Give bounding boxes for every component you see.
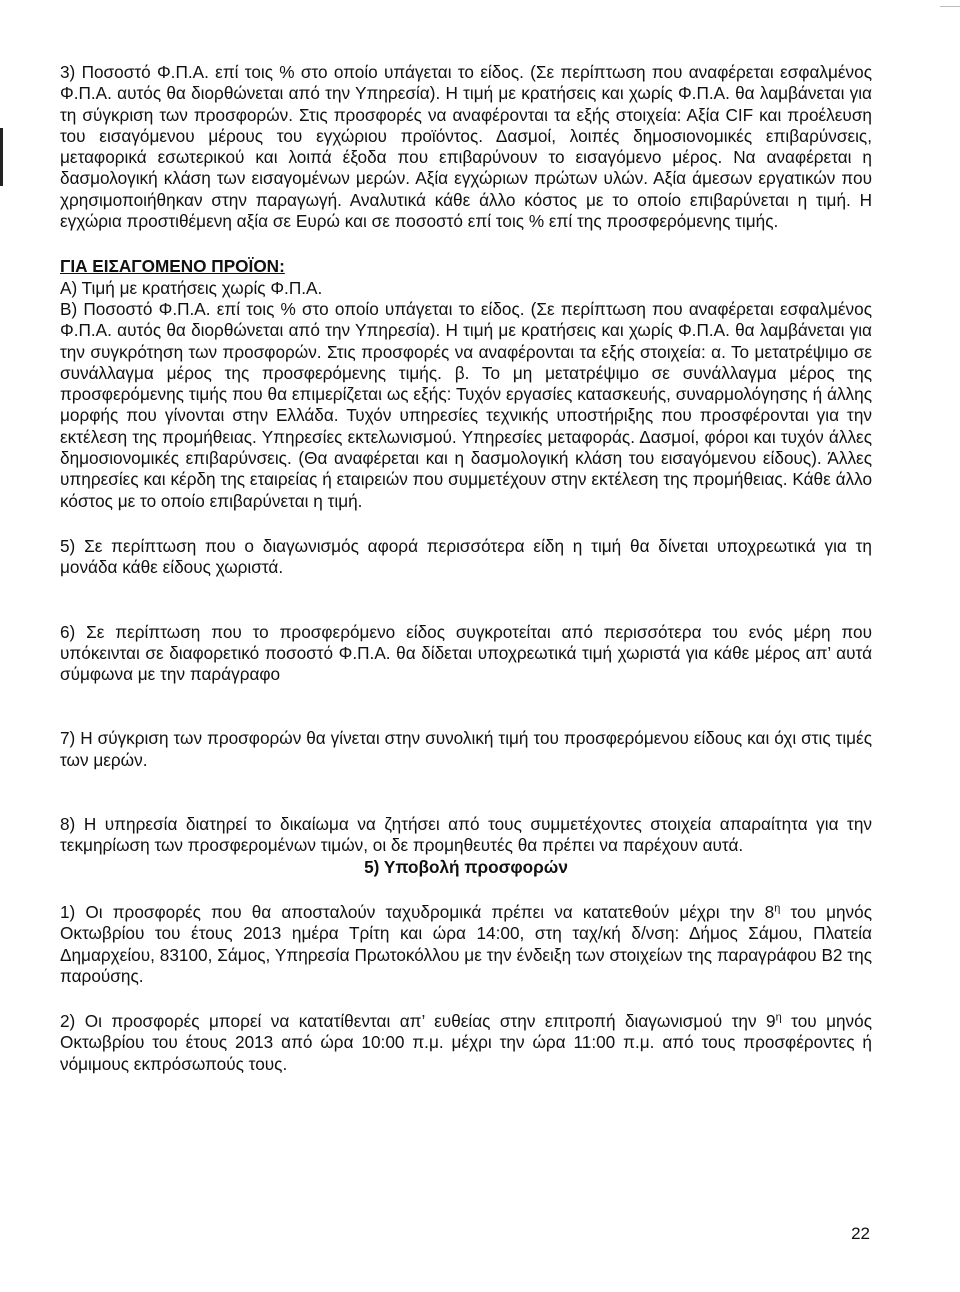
paragraph-b: Β) Ποσοστό Φ.Π.Α. επί τοις % στο οποίο υπάγεται το είδος. (Σε περίπτωση που αναφέρεται εσφαλμένος Φ.Π.Α. αυτός θα διορθώνεται από την Υπηρεσία). Η τιμή με κρατήσεις και χωρίς Φ.Π.Α. θα λαμβάνεται για την συγκρότηση των προσφορών. Στις προσφορές να αναφέρονται τα εξής στοιχεία: α. Το μετατρέψιμο σε συνάλλαγμα μέρος της προσφερόμενης τιμής. β. Το μη μετατρέψιμο σε συνάλλαγμα μέρος της προσφερόμενης τιμής που θα επιμερίζεται ως εξής: Τυχόν εργασίες κατασκευής, συναρμολόγησης ή άλλης μορφής που γίνονται στην Ελλάδα. Τυχόν υπηρεσίες τεχνικής υποστήριξης που προσφέρονται για την εκτέλεση της προμήθειας. Υπηρεσίες εκτελωνισμού. Υπηρεσίες μεταφοράς. Δασμοί, φόροι και τυχόν άλλες δημοσιονομικές επιβαρύνσεις. (Θα αναφέρεται και η δασμολογική κλάση του εισαγόμενου είδους). Άλλες υπηρεσίες και κέρδη της εταιρείας ή εταιρειών που συμμετέχουν στην εκτέλεση της προμήθειας. Κάθε άλλο κόστος με το οποίο επιβαρύνεται η τιμή. bbox=[60, 298, 872, 511]
scan-edge-line bbox=[940, 6, 960, 7]
submission-paragraph-2: 2) Οι προσφορές μπορεί να κατατίθενται απ’ ευθείας στην επιτροπή διαγωνισμού την $9^\eta$ του μηνός Οκτωβρίου του έτους 2013 από ώρα 10:00 π.μ. μέχρι την ώρα 11:00 π.μ. από τους προσφέροντες ή νόμιμους εκπρόσωπούς τους. bbox=[60, 1011, 872, 1074]
paragraph-6: 6) Σε περίπτωση που το προσφερόμενο είδος συγκροτείται από περισσότερα του ενός μέρη που υπόκεινται σε διαφορετικό ποσοστό Φ.Π.Α. θα δίδεται υποχρεωτικά τιμή χωριστά για κάθε μέρος απ’ αυτά σύμφωνα με την παράγραφο bbox=[60, 621, 872, 685]
submission-paragraph-1: 1) Οι προσφορές που θα αποσταλούν ταχυδρομικά πρέπει να κατατεθούν μέχρι την $8^\eta$ του μηνός Οκτωβρίου του έτους 2013 ημέρα Τρίτη και ώρα 14:00, στη ταχ/κή δ/νση: Δήμος Σάμου, Πλατεία Δημαρχείου, 83100, Σάμος, Υπηρεσία Πρωτοκόλλου με την ένδειξη των στοιχείων της παραγράφου Β2 της παρούσης. bbox=[60, 901, 872, 986]
paragraph-7: 7) Η σύγκριση των προσφορών θα γίνεται στην συνολική τιμή του προσφερόμενου είδους και όχι στις τιμές των μερών. bbox=[60, 728, 872, 770]
scan-margin-mark bbox=[0, 128, 3, 186]
paragraph-5: 5) Σε περίπτωση που ο διαγωνισμός αφορά περισσότερα είδη η τιμή θα δίνεται υποχρεωτικά για τη μονάδα κάθε είδους χωριστά. bbox=[60, 535, 872, 578]
imported-product-heading: ΓΙΑ ΕΙΣΑΓΟΜΕΝΟ ΠΡΟΪΟΝ: bbox=[60, 256, 285, 277]
paragraph-3: 3) Ποσοστό Φ.Π.Α. επί τοις % στο οποίο υπάγεται το είδος. (Σε περίπτωση που αναφέρεται εσφαλμένος Φ.Π.Α. αυτός θα διορθώνεται από την Υπηρεσία). Η τιμή με κρατήσεις και χωρίς Φ.Π.Α. θα λαμβάνεται για τη σύγκριση των προσφορών. Στις προσφορές να αναφέρονται τα εξής στοιχεία: Αξία CIF και προέλευση του εισαγόμενου μέρους του εγχώριου προϊόντος. Δασμοί, λοιπές δημοσιονομικές επιβαρύνσεις, μεταφορικά εσωτερικού και λοιπά έξοδα που επιβαρύνουν το εισαγόμενο μέρος. Να αναφέρεται η δασμολογική κλάση των εισαγομένων μερών. Αξία εγχώριων πρώτων υλών. Αξία άμεσων εργατικών που χρησιμοποιήθηκαν στην παραγωγή. Αναλυτικά κάθε άλλο κόστος με το οποίο επιβαρύνεται η τιμή. Η εγχώρια προστιθέμενη αξία σε Ευρώ και σε ποσοστό επί τοις % επί της προσφερόμενης τιμής. bbox=[60, 62, 872, 232]
document-body bbox=[60, 62, 872, 1075]
paragraph-a: Α) Τιμή με κρατήσεις χωρίς Φ.Π.Α. bbox=[60, 277, 323, 298]
page-number: 22 bbox=[851, 1224, 870, 1243]
section-5-heading: 5) Υποβολή προσφορών bbox=[364, 856, 568, 877]
paragraph-8: 8) Η υπηρεσία διατηρεί το δικαίωμα να ζητήσει από τους συμμετέχοντες στοιχεία απαραίτητα για την τεκμηρίωση των προσφερομένων τιμών, οι δε προμηθευτές θα πρέπει να παρέχουν αυτά. bbox=[60, 814, 872, 856]
